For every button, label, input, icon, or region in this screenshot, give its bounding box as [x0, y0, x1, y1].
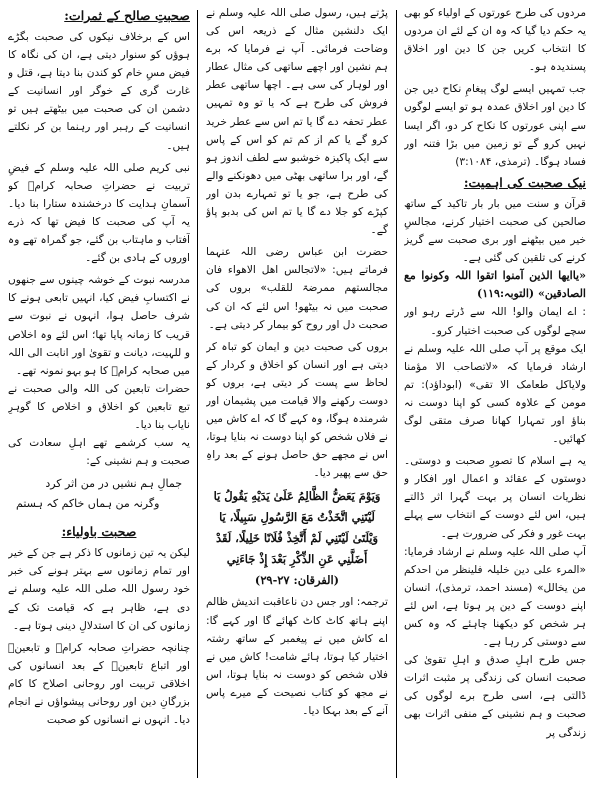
section-heading: صحبت باولیاء:: [61, 524, 137, 540]
paragraph: جب تمہیں ایسے لوگ پیغامِ نکاح دیں جن کا دین اور اخلاق عمدہ ہو تو ایسے لوگوں سے اپنی عورتوں کا نکاح کر دو، اگر ایسا نہیں کرو گے تو زمین میں بڑا فتنہ اور فساد ہوگا۔ (ترمذی، ۳:۱۰۸۴): [404, 83, 586, 168]
paragraph: لیکن یہ تین زمانوں کا ذکر ہے جن کے خیر اور تمام زمانوں سے بہتر ہونے کی خبر خود رسول اللہ صلی اللہ علیہ وسلم نے دی ہے، ظاہر ہے کہ قیامت تک کے زمانوں کی ان کا استدلالِ دینی ہوتا ہے۔: [8, 547, 190, 632]
column-divider: [396, 10, 397, 778]
section-heading: نیک صحبت کی اہمیت:: [463, 174, 586, 190]
section-heading: صحبتِ صالح کے ثمرات:: [64, 8, 190, 23]
paragraph: جس طرح اہلِ صدق و اہلِ تقویٰ کی صحبت انسان کی زندگی پر مثبت اثرات ڈالتی ہے، اسی طرح برے لوگوں کی صحبت و ہم نشینی کے منفی اثرات بھی زندگی پر: [404, 654, 586, 739]
paragraph: : اے ایمان والو! اللہ سے ڈرتے رہو اور سچے لوگوں کی صحبت اختیار کرو۔: [404, 306, 586, 337]
paragraph: مدرسہ نبوت کے خوشہ چینوں سے جنھوں نے اکتسابِ فیض کیا، انہیں تابعی ہونے کا شرف حاصل ہوا، انہوں نے نبوت سے قریب کا زمانہ پایا تھا؛ اس لئے وہ اخلاص و للہیت، دیانت و تقویٰ اور انابت الی اللہ میں صحابہ کرامؓ کا ہو بہو نمونہ تھے۔: [8, 274, 190, 377]
paragraph: آپ صلی اللہ علیہ وسلم نے ارشاد فرمایا: «المرء علی دین خلیلہ فلینظر من احدکم من یخالل» (مسند احمد، ترمذی)، انسان اپنے دوست کے دین پر ہوتا ہے، اس لئے ہر شخص کو دیکھنا چاہئے کہ وہ کس سے دوستی کر رہا ہے۔: [404, 545, 586, 649]
quran-verse: وَيَوْمَ يَعَضُّ الظَّالِمُ عَلَىٰ يَدَيْهِ يَقُولُ يَا لَيْتَنِي اتَّخَذْتُ مَعَ الرَّسُولِ سَبِيلًا، يَا وَيْلَتَىٰ لَيْتَنِي لَمْ أَتَّخِذْ فُلَانًا خَلِيلًا، لَقَدْ أَضَلَّنِي عَنِ الذِّكْرِ بَعْدَ إِذْ جَاءَنِي (الفرقان: ۲۷-۲۹): [213, 489, 381, 588]
paragraph: بروں کی صحبت دین و ایمان کو تباہ کر دیتی ہے اور انسان کو اخلاق و کردار کے لحاظ سے پست کر دیتی ہے، بروں کو دوست رکھنے والا قیامت میں پشیمان اور شرمندہ ہوگا، وہ کہے گا کہ اے کاش میں نے فلاں شخص کو اپنا دوست نہ بنایا ہوتا، اس نے مجھے حق حاصل ہونے کے بعد راہِ حق سے پھیر دیا۔: [206, 340, 388, 480]
paragraph: پڑتے ہیں، رسول صلی اللہ علیہ وسلم نے ایک دلنشین مثال کے ذریعہ اس کی وضاحت فرمائی۔ آپ نے فرمایا کہ برے ہم نشین اور اچھے ساتھی کی مثال عطار اور لوہار کی سی ہے۔ اچھا ساتھی عطر فروش کی طرح ہے کہ یا تو وہ تمہیں عطر تحفہ دے گا یا تم اس سے عطر خرید کرو گے یا کم از کم تم کو اس کے پاس سے ایک پاکیزہ خوشبو سے لطف اندوز ہو گے، اور برا ساتھی بھٹی میں دھونکنے والے کی طرح ہے، جو یا تو تمہارے بدن اور کپڑے کو جلا دے گا یا تم اس کی بدبو پاؤ گے۔: [206, 7, 388, 237]
paragraph: یہ ہے اسلام کا تصورِ صحبت و دوستی۔ دوستوں کے عقائد و اعمال اور افکار و نظریات انسان پر بہت گہرا اثر ڈالتے ہیں، اس لئے دوست کے انتخاب سے پہلے بہت غور و فکر کی ضرورت ہے۔: [404, 455, 586, 540]
quran-quote: «یاایھا الذین آمنوا اتقوا اللہ وکونوا مع الصادقین» (التوبہ:۱۱۹): [404, 269, 586, 301]
couplet-line: جمالِ ہم نشیں در من اثر کرد: [45, 477, 182, 491]
paragraph: حضرات تابعین کی اللہ والی صحبت نے تبع تابعین کو اخلاق و اخلاص کا گوہرِ نایاب بنا دیا۔: [8, 382, 190, 431]
magazine-page: [4, 4, 586, 783]
couplet-line: وگرنہ من ہماں خاکم کہ ہستم: [16, 497, 160, 511]
column-right: [404, 4, 586, 783]
paragraph: حضرت ابن عباس رضی اللہ عنہما فرماتے ہیں: «لاتجالس اھل الاھواء فان مجالستھم ممرضۃ للقلب» بروں کی صحبت میں نہ بیٹھو! اس لئے کہ ان کی صحبت دل اور روح کو بیمار کر دیتی ہے۔: [206, 246, 388, 331]
column-left: [8, 4, 190, 783]
paragraph: مردوں کی طرح عورتوں کے اولیاء کو بھی یہ حکم دیا گیا کہ وہ ان کے لئے ان مردوں کا انتخاب کریں جن کا دین اور اخلاق پسندیدہ ہو۔: [404, 7, 586, 74]
column-middle: [206, 4, 388, 783]
paragraph: اس کے برخلاف نیکوں کی صحبت بگڑے ہوؤں کو سنوار دیتی ہے، ان کی نگاہ کا فیض مسِ خام کو کندن بنا دیتا ہے، قتل و غارت گری کے خوگر اور انسانیت کے دشمن ان کی صحبت میں بیٹھتے ہیں تو انسانیت کے رہبر اور رہنما بن کر نکلتے ہیں۔: [8, 31, 190, 152]
paragraph: نبی کریم صلی اللہ علیہ وسلم کے فیضِ تربیت نے حضراتِ صحابہ کرامؓ کو آسمانِ ہدایت کا درخشندہ ستارا بنا دیا۔ یہ آپ کی صحبت کا فیض تھا کہ ذرے آفتاب و ماہتاب بن گئے، جو گمراہ تھے وہ اوروں کے ہادی بن گئے۔: [8, 161, 190, 265]
paragraph: چنانچہ حضراتِ صحابہ کرامؓ و تابعینؒ اور اتباع تابعینؒ کے بعد انسانوں کی اخلاقی تربیت اور روحانی اصلاح کا کام بزرگانِ دین اور روحانی پیشواؤں نے انجام دیا۔ انہوں نے انسانوں کو صحبت: [8, 641, 190, 727]
persian-couplet: [8, 474, 190, 514]
column-divider: [197, 10, 198, 778]
paragraph: یہ سب کرشمے تھے اہلِ سعادت کی صحبت و ہم نشینی کے:: [8, 437, 190, 468]
translation-paragraph: ترجمہ: اور جس دن ناعاقبت اندیش ظالم اپنے ہاتھ کاٹ کاٹ کھائے گا اور کہے گا: اے کاش میں نے پیغمبر کے ساتھ رشتہ اختیار کیا ہوتا، ہائے شامت! کاش میں نے فلاں شخص کو دوست نہ بنایا ہوتا، اس نے مجھ کو کتاب نصیحت کے میرے پاس آنے کے بعد بہکا دیا۔: [206, 596, 388, 717]
paragraph: ایک موقع پر آپ صلی اللہ علیہ وسلم نے ارشاد فرمایا کہ «لاتصاحب الا مؤمنا ولایاکل طعامک الا تقی» (ابوداؤد): تم مومن کے علاوہ کسی کو اپنا دوست نہ بناؤ اور تمہارا کھانا صرف متقی لوگ کھائیں۔: [404, 342, 586, 446]
paragraph: قرآن و سنت میں بار بار تاکید کے ساتھ صالحین کی صحبت اختیار کرنے، مجالسِ خیر میں بیٹھنے اور بری صحبت سے گریز کرنے کی تلقین کی گئی ہے۔: [404, 197, 586, 265]
